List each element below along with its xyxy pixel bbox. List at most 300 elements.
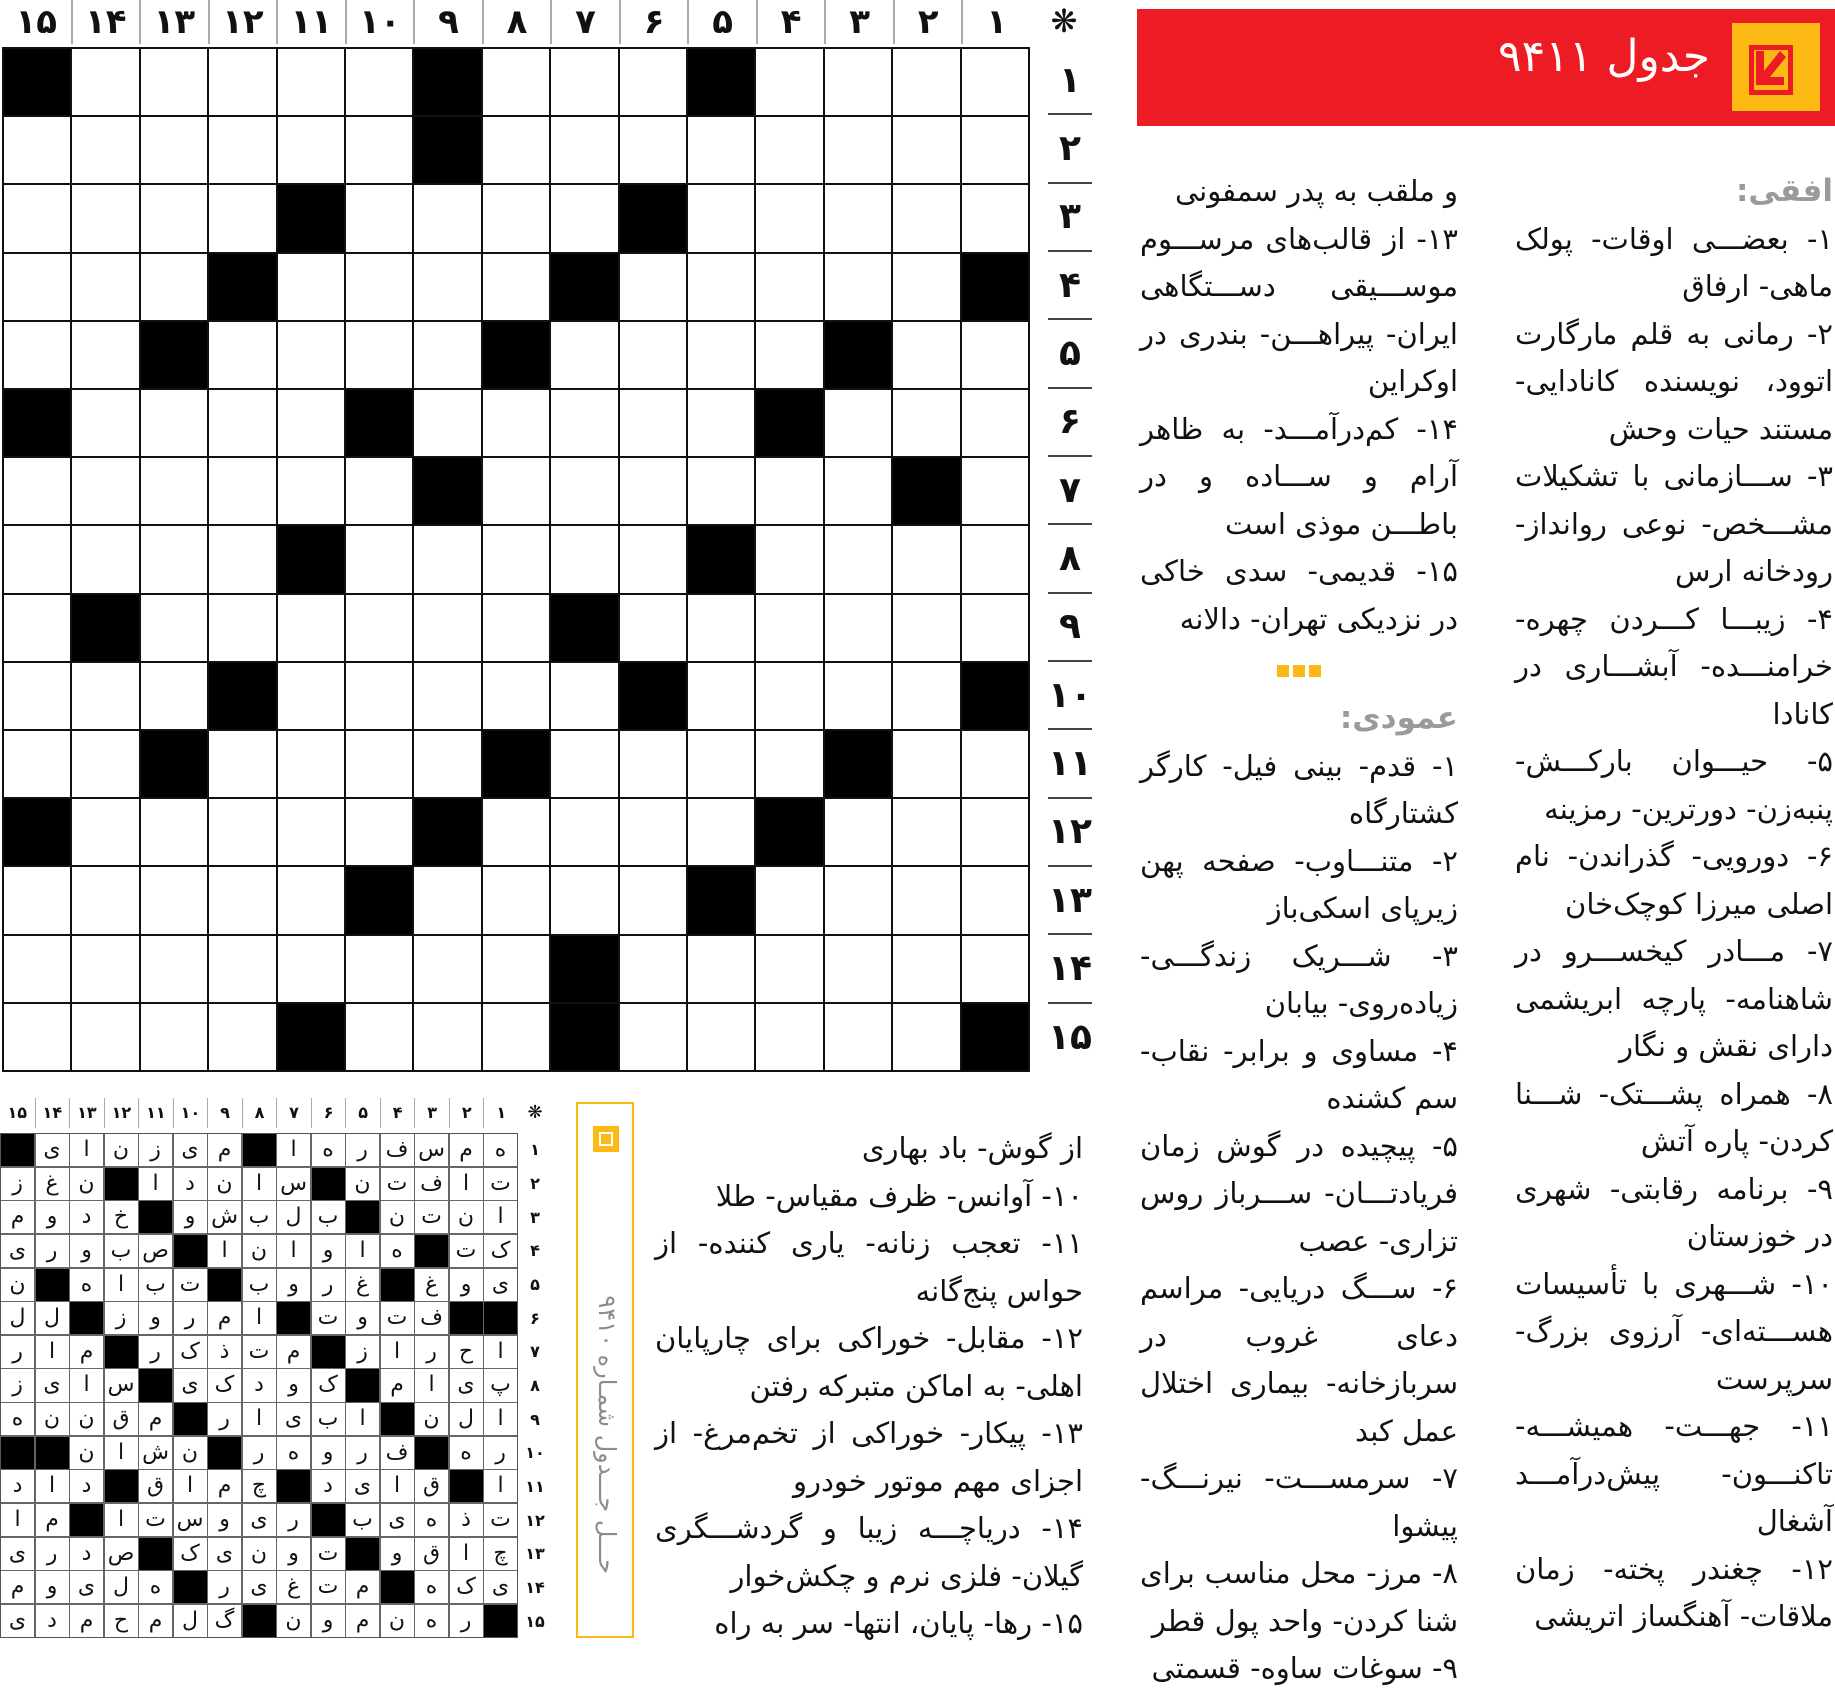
solution-cell: ا bbox=[36, 1336, 69, 1368]
grid-cell[interactable] bbox=[346, 731, 412, 797]
row-number: ۱۲ bbox=[1048, 799, 1092, 867]
grid-cell[interactable] bbox=[620, 390, 686, 456]
grid-cell[interactable] bbox=[893, 185, 959, 251]
solution-cell: ل bbox=[174, 1605, 207, 1637]
grid-cell[interactable] bbox=[962, 117, 1028, 183]
clue-text: ۵- حیـــوان بارکـــش- پنبه‌زن- دورترین- رمزینه bbox=[1515, 744, 1833, 826]
column-number: ۹ bbox=[413, 0, 482, 44]
grid-cell[interactable] bbox=[620, 595, 686, 661]
grid-cell[interactable] bbox=[551, 390, 617, 456]
grid-cell[interactable] bbox=[209, 1004, 275, 1070]
column-number: ۶ bbox=[619, 0, 688, 44]
solution-cell: ب bbox=[243, 1201, 276, 1233]
grid-cell[interactable] bbox=[551, 731, 617, 797]
grid-cell[interactable] bbox=[756, 117, 822, 183]
grid-cell[interactable] bbox=[72, 390, 138, 456]
black-cell bbox=[620, 185, 686, 251]
grid-cell[interactable] bbox=[141, 867, 207, 933]
black-cell bbox=[381, 1571, 414, 1603]
grid-cell[interactable] bbox=[278, 49, 344, 115]
grid-cell[interactable] bbox=[209, 185, 275, 251]
grid-cell[interactable] bbox=[688, 390, 754, 456]
grid-cell[interactable] bbox=[688, 731, 754, 797]
grid-cell[interactable] bbox=[278, 390, 344, 456]
solution-cell: و bbox=[312, 1235, 345, 1267]
grid-cell[interactable] bbox=[962, 390, 1028, 456]
solution-cell: ش bbox=[139, 1437, 172, 1469]
grid-cell[interactable] bbox=[141, 595, 207, 661]
grid-cell[interactable] bbox=[620, 322, 686, 388]
solution-cell: ن bbox=[450, 1201, 483, 1233]
grid-cell[interactable] bbox=[688, 799, 754, 865]
grid-cell[interactable] bbox=[414, 936, 480, 1002]
solution-cell: ن bbox=[70, 1168, 103, 1200]
grid-cell[interactable] bbox=[209, 390, 275, 456]
grid-cell[interactable] bbox=[756, 458, 822, 524]
solution-cell: ا bbox=[1, 1504, 34, 1536]
solution-cell: ن bbox=[243, 1235, 276, 1267]
grid-cell[interactable] bbox=[483, 49, 549, 115]
black-cell bbox=[346, 1369, 379, 1401]
grid-cell[interactable] bbox=[551, 799, 617, 865]
grid-cell[interactable] bbox=[209, 322, 275, 388]
grid-cell[interactable] bbox=[825, 49, 891, 115]
grid-cell[interactable] bbox=[483, 526, 549, 592]
grid-cell[interactable] bbox=[209, 731, 275, 797]
solution-label-box bbox=[576, 1102, 634, 1638]
grid-cell[interactable] bbox=[141, 663, 207, 729]
solution-cell: م bbox=[381, 1369, 414, 1401]
grid-cell[interactable] bbox=[688, 595, 754, 661]
grid-cell[interactable] bbox=[893, 1004, 959, 1070]
grid-cell[interactable] bbox=[278, 458, 344, 524]
grid-cell[interactable] bbox=[4, 254, 70, 320]
grid-cell[interactable] bbox=[756, 49, 822, 115]
grid-cell[interactable] bbox=[278, 595, 344, 661]
grid-cell[interactable] bbox=[825, 526, 891, 592]
grid-cell[interactable] bbox=[893, 322, 959, 388]
grid-cell[interactable] bbox=[483, 254, 549, 320]
grid-cell[interactable] bbox=[72, 117, 138, 183]
grid-cell[interactable] bbox=[414, 1004, 480, 1070]
grid-cell[interactable] bbox=[962, 526, 1028, 592]
column-number: ۱۰ bbox=[345, 0, 414, 44]
solution-cell: ن bbox=[208, 1168, 241, 1200]
grid-cell[interactable] bbox=[72, 731, 138, 797]
grid-cell[interactable] bbox=[346, 49, 412, 115]
grid-cell[interactable] bbox=[756, 254, 822, 320]
grid-cell[interactable] bbox=[551, 49, 617, 115]
grid-cell[interactable] bbox=[414, 526, 480, 592]
grid-cell[interactable] bbox=[72, 1004, 138, 1070]
solution-cell: ا bbox=[381, 1470, 414, 1502]
grid-cell[interactable] bbox=[4, 936, 70, 1002]
grid-cell[interactable] bbox=[278, 322, 344, 388]
grid-cell[interactable] bbox=[756, 936, 822, 1002]
grid-cell[interactable] bbox=[551, 663, 617, 729]
solution-cell: ر bbox=[36, 1538, 69, 1570]
grid-cell[interactable] bbox=[346, 936, 412, 1002]
grid-cell[interactable] bbox=[72, 322, 138, 388]
grid-cell[interactable] bbox=[756, 731, 822, 797]
grid-cell[interactable] bbox=[278, 117, 344, 183]
solution-label: حـــل جـــدول شمـاره ۹۴۱۰ bbox=[593, 1295, 621, 1574]
solution-cell: د bbox=[70, 1538, 103, 1570]
solution-cell: ه bbox=[415, 1504, 448, 1536]
solution-cell: ا bbox=[243, 1168, 276, 1200]
grid-cell[interactable] bbox=[72, 526, 138, 592]
solution-cell: ت bbox=[312, 1538, 345, 1570]
grid-cell[interactable] bbox=[756, 526, 822, 592]
grid-cell[interactable] bbox=[825, 117, 891, 183]
grid-cell[interactable] bbox=[278, 731, 344, 797]
grid-cell[interactable] bbox=[209, 117, 275, 183]
grid-cell[interactable] bbox=[825, 254, 891, 320]
grid-cell[interactable] bbox=[483, 663, 549, 729]
grid-cell[interactable] bbox=[4, 185, 70, 251]
solution-cell: ر bbox=[450, 1605, 483, 1637]
grid-cell[interactable] bbox=[620, 458, 686, 524]
solution-cell: چ bbox=[243, 1470, 276, 1502]
grid-cell[interactable] bbox=[209, 867, 275, 933]
grid-cell[interactable] bbox=[551, 117, 617, 183]
solution-cell: ی bbox=[36, 1134, 69, 1166]
grid-cell[interactable] bbox=[4, 595, 70, 661]
grid-cell[interactable] bbox=[346, 458, 412, 524]
grid-cell[interactable] bbox=[278, 867, 344, 933]
grid-cell[interactable] bbox=[141, 49, 207, 115]
grid-cell[interactable] bbox=[141, 254, 207, 320]
row-number: ۲ bbox=[1048, 115, 1092, 183]
clue-text: ۱۰- شـــهری با تأسیسات هســـته‌ای- آرزوی بزرگ- سرپرست bbox=[1515, 1266, 1833, 1396]
grid-cell[interactable] bbox=[962, 185, 1028, 251]
grid-cell[interactable] bbox=[141, 458, 207, 524]
black-cell bbox=[174, 1403, 207, 1435]
grid-cell[interactable] bbox=[825, 458, 891, 524]
row-number: ۱ bbox=[530, 1140, 540, 1160]
grid-cell[interactable] bbox=[209, 595, 275, 661]
grid-cell[interactable] bbox=[209, 458, 275, 524]
grid-cell[interactable] bbox=[483, 390, 549, 456]
grid-cell[interactable] bbox=[278, 663, 344, 729]
grid-cell[interactable] bbox=[688, 663, 754, 729]
grid-cell[interactable] bbox=[551, 458, 617, 524]
solution-cell: ه bbox=[381, 1235, 414, 1267]
separator-dots bbox=[1140, 643, 1458, 695]
solution-cell: ت bbox=[450, 1235, 483, 1267]
solution-cell: ذ bbox=[450, 1504, 483, 1536]
grid-cell[interactable] bbox=[825, 663, 891, 729]
grid-cell[interactable] bbox=[4, 322, 70, 388]
grid-cell[interactable] bbox=[825, 185, 891, 251]
solution-cell: ه bbox=[70, 1269, 103, 1301]
solution-cell: ف bbox=[415, 1168, 448, 1200]
grid-cell[interactable] bbox=[483, 936, 549, 1002]
grid-cell[interactable] bbox=[4, 663, 70, 729]
clue-text: ۱۰- آوانس- ظرف مقیاس- طلا bbox=[715, 1178, 1083, 1213]
grid-cell[interactable] bbox=[756, 663, 822, 729]
grid-cell[interactable] bbox=[72, 49, 138, 115]
grid-cell[interactable] bbox=[756, 322, 822, 388]
grid-cell[interactable] bbox=[756, 1004, 822, 1070]
grid-cell[interactable] bbox=[962, 936, 1028, 1002]
grid-cell[interactable] bbox=[278, 936, 344, 1002]
row-number: ۱۳ bbox=[1048, 867, 1092, 935]
solution-cell: ل bbox=[277, 1201, 310, 1233]
column-number: ۱۳ bbox=[69, 1098, 104, 1128]
grid-cell[interactable] bbox=[414, 322, 480, 388]
grid-cell[interactable] bbox=[483, 185, 549, 251]
solution-cell: و bbox=[208, 1504, 241, 1536]
grid-cell[interactable] bbox=[278, 799, 344, 865]
solution-cell: ف bbox=[415, 1302, 448, 1334]
grid-cell[interactable] bbox=[72, 254, 138, 320]
column-number: ۱ bbox=[961, 0, 1030, 44]
dot-icon bbox=[1309, 665, 1321, 677]
solution-cell: ن bbox=[415, 1403, 448, 1435]
grid-cell[interactable] bbox=[962, 595, 1028, 661]
grid-cell[interactable] bbox=[551, 185, 617, 251]
solution-cell: ی bbox=[277, 1403, 310, 1435]
grid-cell[interactable] bbox=[620, 867, 686, 933]
grid-cell[interactable] bbox=[414, 731, 480, 797]
solution-cell: ر bbox=[346, 1134, 379, 1166]
solution-cell: م bbox=[139, 1605, 172, 1637]
clue-text: ۸- مرز- محل مناسب برای شنا کردن- واحد پول قطر bbox=[1140, 1556, 1458, 1638]
grid-cell[interactable] bbox=[4, 867, 70, 933]
solution-cell: د bbox=[1, 1470, 34, 1502]
column-number: ۱۲ bbox=[104, 1098, 139, 1128]
solution-cell: ن bbox=[174, 1437, 207, 1469]
grid-cell[interactable] bbox=[72, 458, 138, 524]
grid-cell[interactable] bbox=[620, 526, 686, 592]
solution-cell: ل bbox=[105, 1571, 138, 1603]
grid-cell[interactable] bbox=[141, 799, 207, 865]
solution-cell: ن bbox=[381, 1201, 414, 1233]
grid-cell[interactable] bbox=[141, 117, 207, 183]
grid-cell[interactable] bbox=[620, 254, 686, 320]
black-cell bbox=[278, 526, 344, 592]
grid-cell[interactable] bbox=[4, 1004, 70, 1070]
grid-cell[interactable] bbox=[483, 117, 549, 183]
solution-cell: ه bbox=[1, 1403, 34, 1435]
grid-cell[interactable] bbox=[893, 390, 959, 456]
clues-column-right bbox=[1515, 168, 1833, 1641]
grid-cell[interactable] bbox=[278, 254, 344, 320]
solution-cell: غ bbox=[36, 1168, 69, 1200]
grid-cell[interactable] bbox=[414, 595, 480, 661]
grid-cell[interactable] bbox=[72, 867, 138, 933]
grid-cell[interactable] bbox=[688, 458, 754, 524]
grid-cell[interactable] bbox=[756, 185, 822, 251]
grid-cell[interactable] bbox=[551, 526, 617, 592]
grid-cell[interactable] bbox=[4, 458, 70, 524]
grid-cell[interactable] bbox=[209, 799, 275, 865]
solution-cell: ر bbox=[415, 1336, 448, 1368]
grid-cell[interactable] bbox=[141, 526, 207, 592]
grid-cell[interactable] bbox=[551, 322, 617, 388]
row-number: ۷ bbox=[530, 1342, 540, 1362]
grid-cell[interactable] bbox=[620, 49, 686, 115]
black-cell bbox=[346, 1201, 379, 1233]
grid-cell[interactable] bbox=[688, 1004, 754, 1070]
grid-cell[interactable] bbox=[756, 595, 822, 661]
grid-cell[interactable] bbox=[483, 595, 549, 661]
grid-cell[interactable] bbox=[346, 595, 412, 661]
grid-cell[interactable] bbox=[141, 185, 207, 251]
grid-cell[interactable] bbox=[962, 731, 1028, 797]
grid-cell[interactable] bbox=[962, 49, 1028, 115]
solution-cell: ی bbox=[484, 1571, 517, 1603]
grid-cell[interactable] bbox=[893, 595, 959, 661]
grid-cell[interactable] bbox=[893, 799, 959, 865]
grid-cell[interactable] bbox=[4, 117, 70, 183]
grid-cell[interactable] bbox=[72, 663, 138, 729]
row-number: ۱ bbox=[1048, 47, 1092, 115]
grid-cell[interactable] bbox=[346, 663, 412, 729]
solution-cell: ه bbox=[312, 1134, 345, 1166]
solution-cell: ز bbox=[346, 1336, 379, 1368]
row-number: ۹ bbox=[530, 1409, 540, 1429]
grid-cell[interactable] bbox=[756, 867, 822, 933]
black-cell bbox=[243, 1605, 276, 1637]
solution-cell: ر bbox=[139, 1336, 172, 1368]
row-number: ۲ bbox=[530, 1173, 540, 1193]
grid-cell[interactable] bbox=[893, 254, 959, 320]
column-number: ۳ bbox=[414, 1098, 449, 1128]
grid-cell[interactable] bbox=[825, 595, 891, 661]
black-cell bbox=[756, 390, 822, 456]
grid-cell[interactable] bbox=[962, 799, 1028, 865]
grid-cell[interactable] bbox=[620, 731, 686, 797]
black-cell bbox=[278, 185, 344, 251]
grid-cell[interactable] bbox=[551, 867, 617, 933]
grid-cell[interactable] bbox=[414, 867, 480, 933]
grid-cell[interactable] bbox=[893, 526, 959, 592]
grid-cell[interactable] bbox=[141, 390, 207, 456]
grid-cell[interactable] bbox=[620, 936, 686, 1002]
grid-cell[interactable] bbox=[209, 936, 275, 1002]
solution-cell: ب bbox=[312, 1201, 345, 1233]
solution-cell: ه bbox=[450, 1437, 483, 1469]
grid-cell[interactable] bbox=[414, 390, 480, 456]
solution-cell: م bbox=[277, 1336, 310, 1368]
black-cell bbox=[688, 867, 754, 933]
solution-cell: و bbox=[277, 1369, 310, 1401]
row-number: ۴ bbox=[530, 1241, 540, 1261]
grid-cell[interactable] bbox=[620, 117, 686, 183]
grid-cell[interactable] bbox=[483, 799, 549, 865]
grid-cell[interactable] bbox=[4, 526, 70, 592]
grid-cell[interactable] bbox=[483, 1004, 549, 1070]
grid-cell[interactable] bbox=[346, 322, 412, 388]
grid-cell[interactable] bbox=[962, 867, 1028, 933]
grid-cell[interactable] bbox=[346, 117, 412, 183]
solution-cell: ه bbox=[277, 1437, 310, 1469]
grid-cell[interactable] bbox=[620, 1004, 686, 1070]
solution-cell: ن bbox=[277, 1605, 310, 1637]
solution-cell: ا bbox=[208, 1235, 241, 1267]
solution-cell: ا bbox=[277, 1134, 310, 1166]
corner-star-icon: ❋ bbox=[1050, 2, 1078, 40]
grid-cell[interactable] bbox=[825, 799, 891, 865]
clue-text: ۱۴- کم‌درآمـــد- به ظاهر آرام و ســـاده و در باطـــن موذی است bbox=[1140, 411, 1458, 541]
column-number: ۲ bbox=[893, 0, 962, 44]
solution-cell: م bbox=[208, 1302, 241, 1334]
grid-cell[interactable] bbox=[893, 117, 959, 183]
grid-cell[interactable] bbox=[141, 936, 207, 1002]
grid-cell[interactable] bbox=[4, 731, 70, 797]
grid-cell[interactable] bbox=[209, 526, 275, 592]
column-number: ۳ bbox=[824, 0, 893, 44]
grid-cell[interactable] bbox=[414, 185, 480, 251]
clue-text: ۴- زیبـــا کـــردن چهره- خرامنـــده- آبشـــاری در کانادا bbox=[1515, 601, 1833, 731]
grid-cell[interactable] bbox=[72, 799, 138, 865]
column-numbers bbox=[2, 0, 1030, 44]
solution-cell: ک bbox=[484, 1235, 517, 1267]
solution-cell: ر bbox=[208, 1403, 241, 1435]
grid-cell[interactable] bbox=[620, 799, 686, 865]
grid-cell[interactable] bbox=[825, 390, 891, 456]
grid-cell[interactable] bbox=[825, 1004, 891, 1070]
black-cell bbox=[893, 458, 959, 524]
grid-cell[interactable] bbox=[688, 936, 754, 1002]
solution-cell: ن bbox=[36, 1403, 69, 1435]
grid-cell[interactable] bbox=[483, 458, 549, 524]
grid-cell[interactable] bbox=[141, 1004, 207, 1070]
grid-cell[interactable] bbox=[483, 867, 549, 933]
row-number: ۸ bbox=[530, 1375, 540, 1395]
grid-cell[interactable] bbox=[346, 185, 412, 251]
black-cell bbox=[139, 1369, 172, 1401]
grid-cell[interactable] bbox=[962, 458, 1028, 524]
solution-cell: ل bbox=[1, 1302, 34, 1334]
solution-cell: ا bbox=[243, 1302, 276, 1334]
grid-cell[interactable] bbox=[825, 936, 891, 1002]
grid-cell[interactable] bbox=[346, 254, 412, 320]
grid-cell[interactable] bbox=[893, 663, 959, 729]
grid-cell[interactable] bbox=[72, 936, 138, 1002]
grid-cell[interactable] bbox=[893, 731, 959, 797]
solution-cell: ا bbox=[484, 1336, 517, 1368]
grid-cell[interactable] bbox=[414, 254, 480, 320]
grid-cell[interactable] bbox=[962, 322, 1028, 388]
grid-cell[interactable] bbox=[346, 799, 412, 865]
black-cell bbox=[277, 1302, 310, 1334]
black-cell bbox=[551, 254, 617, 320]
grid-cell[interactable] bbox=[893, 867, 959, 933]
solution-cell: و bbox=[36, 1201, 69, 1233]
grid-cell[interactable] bbox=[346, 1004, 412, 1070]
black-cell bbox=[72, 595, 138, 661]
grid-cell[interactable] bbox=[209, 49, 275, 115]
grid-cell[interactable] bbox=[72, 185, 138, 251]
grid-cell[interactable] bbox=[893, 936, 959, 1002]
grid-cell[interactable] bbox=[893, 49, 959, 115]
grid-cell[interactable] bbox=[825, 867, 891, 933]
black-cell bbox=[688, 526, 754, 592]
puzzle-header bbox=[1137, 9, 1835, 126]
grid-cell[interactable] bbox=[346, 526, 412, 592]
column-number: ۱۰ bbox=[173, 1098, 208, 1128]
column-number: ۱۲ bbox=[208, 0, 277, 44]
grid-cell[interactable] bbox=[414, 663, 480, 729]
grid-cell[interactable] bbox=[688, 117, 754, 183]
dot-icon bbox=[1277, 665, 1289, 677]
grid-cell[interactable] bbox=[688, 254, 754, 320]
grid-cell[interactable] bbox=[688, 322, 754, 388]
grid-cell[interactable] bbox=[688, 185, 754, 251]
